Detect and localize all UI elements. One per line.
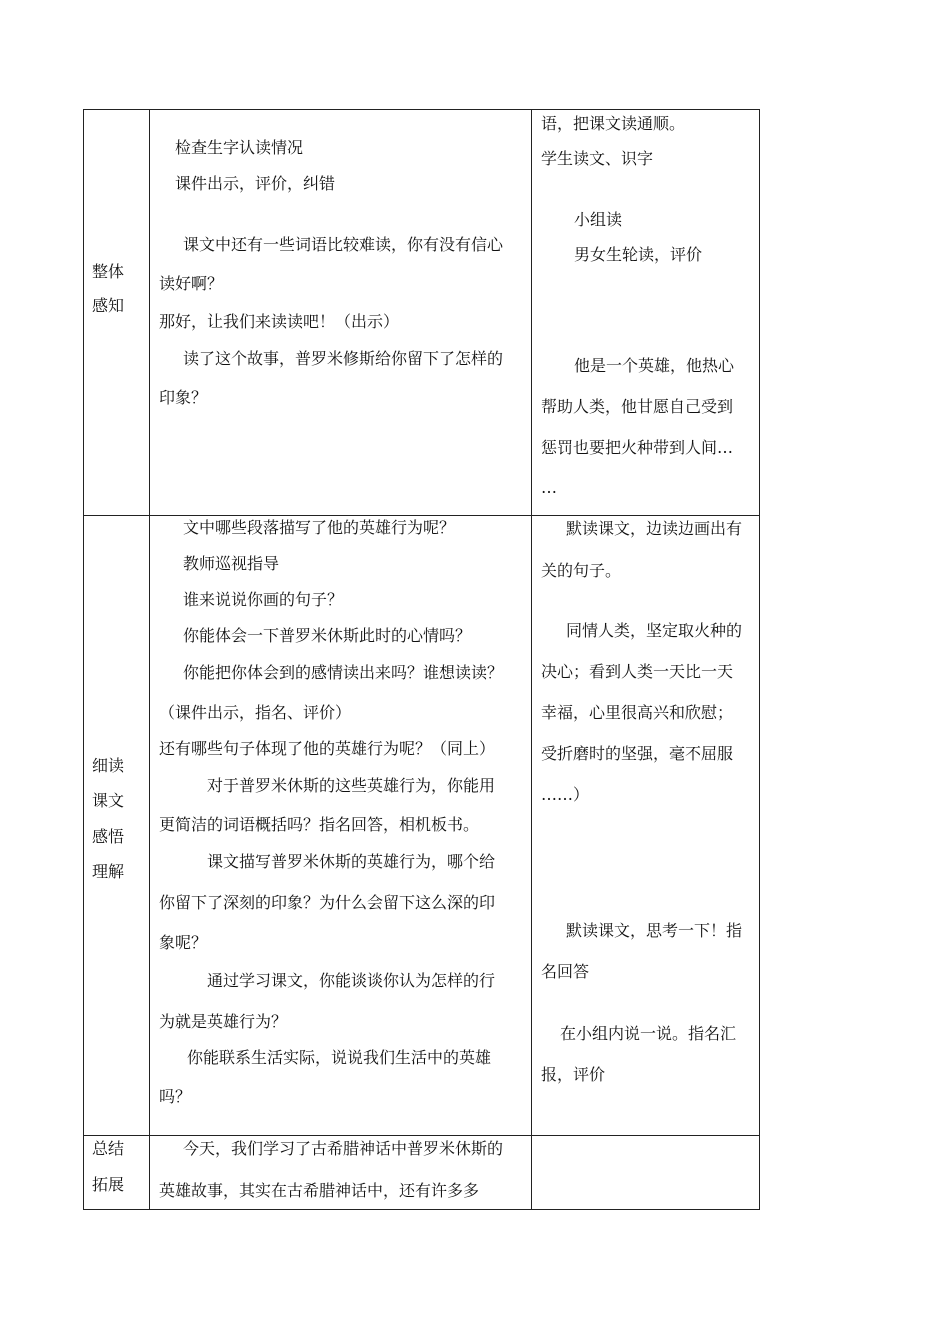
section-2-teacher-line: 为就是英雄行为？ [159, 1012, 288, 1031]
section-2-student-line: ……） [541, 785, 590, 804]
section-1-student-line: 学生读文、识字 [541, 149, 654, 168]
section-1-student-line: 他是一个英雄，他热心 [574, 356, 735, 375]
section-1-teacher-line: 读好啊？ [159, 274, 224, 293]
section-3-label-line: 拓展 [92, 1175, 125, 1194]
section-2-label-line: 细读 [92, 756, 125, 775]
section-2-teacher-line: 你能体会一下普罗米休斯此时的心情吗？ [183, 626, 472, 645]
section-2-student-line: 幸福，心里很高兴和欣慰； [541, 703, 734, 722]
section-2-teacher-line: 你能把你体会到的感情读出来吗？谁想读读？ [183, 663, 504, 682]
section-2-student-line: 在小组内说一说。指名汇 [560, 1024, 737, 1043]
section-2-teacher-line: 通过学习课文，你能谈谈你认为怎样的行 [207, 971, 496, 990]
section-2-student-line: 关的句子。 [541, 561, 622, 580]
section-2-student-line: 同情人类，坚定取火种的 [566, 621, 743, 640]
section-2-teacher-line: 吗？ [159, 1087, 192, 1106]
section-2-student-line: 报，评价 [541, 1065, 606, 1084]
section-2-teacher-line: 谁来说说你画的句子？ [183, 590, 344, 609]
section-2-student-line: 名回答 [541, 962, 590, 981]
column-divider-2 [531, 110, 532, 1209]
section-2-teacher-line: （课件出示，指名、评价） [159, 703, 352, 722]
section-2-teacher-line: 还有哪些句子体现了他的英雄行为呢？（同上） [159, 739, 496, 758]
section-1-student-line: 帮助人类，他甘愿自己受到 [541, 397, 734, 416]
section-1-student-line: 男女生轮读，评价 [574, 245, 703, 264]
section-2-label-line: 理解 [92, 862, 125, 881]
section-2-teacher-line: 你能联系生活实际，说说我们生活中的英雄 [187, 1048, 492, 1067]
section-2-student-line: 默读课文，思考一下！指 [566, 921, 743, 940]
section-1-student-line: … [541, 478, 557, 497]
section-1-student-line: 小组读 [574, 210, 623, 229]
section-1-student-line: 语，把课文读通顺。 [541, 114, 686, 133]
section-1-teacher-line: 课文中还有一些词语比较难读，你有没有信心 [183, 235, 504, 254]
section-2-label-line: 课文 [92, 791, 125, 810]
section-3-label-line: 总结 [92, 1139, 125, 1158]
row-divider-2 [84, 1135, 759, 1136]
section-2-teacher-line: 你留下了深刻的印象？为什么会留下这么深的印 [159, 893, 496, 912]
section-2-teacher-line: 课文描写普罗米休斯的英雄行为，哪个给 [207, 852, 496, 871]
section-1-teacher-line: 课件出示，评价，纠错 [175, 174, 336, 193]
column-divider-1 [149, 110, 150, 1209]
section-1-teacher-line: 那好，让我们来读读吧！（出示） [159, 312, 400, 331]
section-2-teacher-line: 对于普罗米休斯的这些英雄行为，你能用 [207, 776, 496, 795]
section-2-teacher-line: 文中哪些段落描写了他的英雄行为呢？ [183, 518, 456, 537]
row-divider-1 [84, 515, 759, 516]
section-1-teacher-line: 检查生字认读情况 [175, 138, 304, 157]
section-1-teacher-line: 读了这个故事，普罗米修斯给你留下了怎样的 [183, 349, 504, 368]
section-2-teacher-line: 更简洁的词语概括吗？指名回答，相机板书。 [159, 815, 480, 834]
section-1-label-line: 整体 [92, 262, 125, 281]
section-3-teacher-line: 今天，我们学习了古希腊神话中普罗米休斯的 [183, 1139, 504, 1158]
section-2-teacher-line: 教师巡视指导 [183, 554, 280, 573]
section-2-student-line: 默读课文，边读边画出有 [566, 519, 743, 538]
section-2-student-line: 受折磨时的坚强，毫不屈服 [541, 744, 734, 763]
section-2-student-line: 决心；看到人类一天比一天 [541, 662, 734, 681]
section-2-label-line: 感悟 [92, 827, 125, 846]
section-1-student-line: 惩罚也要把火种带到人间… [541, 438, 734, 457]
section-1-label-line: 感知 [92, 296, 125, 315]
section-3-teacher-line: 英雄故事，其实在古希腊神话中，还有许多多 [159, 1181, 480, 1200]
section-2-teacher-line: 象呢？ [159, 933, 208, 952]
section-1-teacher-line: 印象？ [159, 388, 208, 407]
